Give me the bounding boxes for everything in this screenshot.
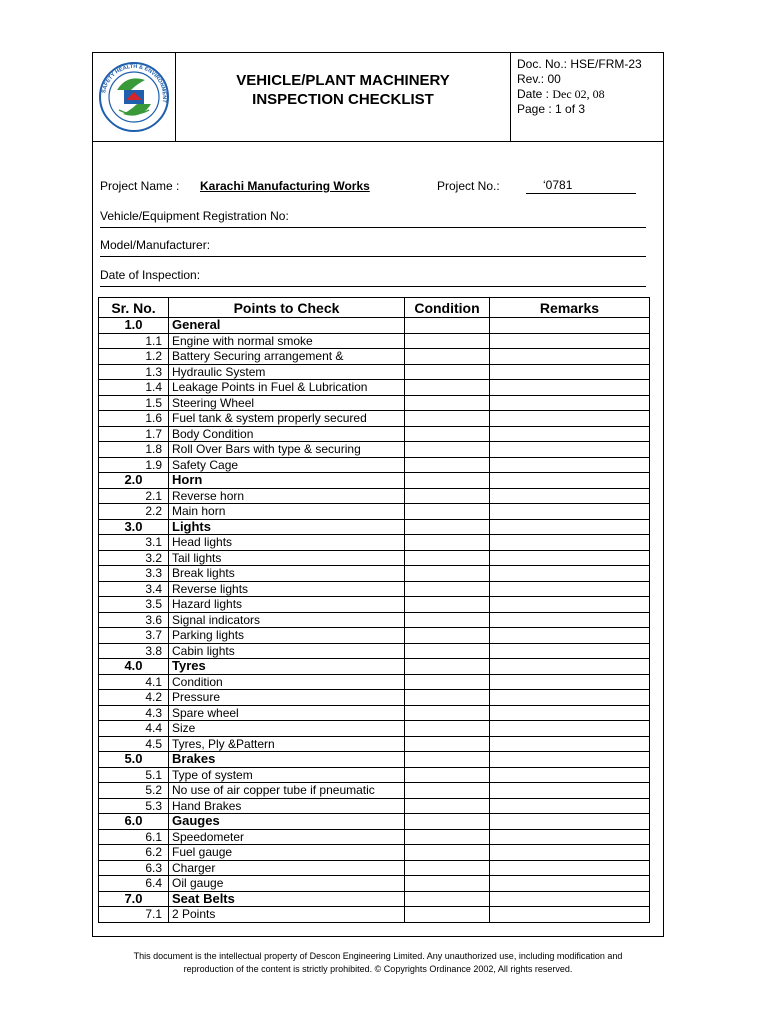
remarks-cell[interactable] — [490, 891, 650, 907]
header-condition: Condition — [405, 298, 490, 318]
point-cell: Brakes — [169, 752, 405, 768]
sr-no-cell: 3.0 — [99, 519, 169, 535]
point-cell: Seat Belts — [169, 891, 405, 907]
remarks-cell[interactable] — [490, 907, 650, 923]
section-row — [99, 814, 650, 830]
sr-no-cell: 6.4 — [99, 876, 169, 892]
sr-no-cell: 5.3 — [99, 798, 169, 814]
condition-cell[interactable] — [405, 364, 490, 380]
point-cell: Signal indicators — [169, 612, 405, 628]
table-row — [99, 395, 650, 411]
remarks-cell[interactable] — [490, 411, 650, 427]
point-cell: Size — [169, 721, 405, 737]
sr-no-cell: 4.0 — [99, 659, 169, 675]
table-row — [99, 690, 650, 706]
condition-cell[interactable] — [405, 333, 490, 349]
table-row — [99, 349, 650, 365]
table-row — [99, 457, 650, 473]
point-cell: Steering Wheel — [169, 395, 405, 411]
condition-cell[interactable] — [405, 674, 490, 690]
checklist-table — [98, 297, 650, 923]
sr-no-cell: 3.4 — [99, 581, 169, 597]
point-cell: Reverse horn — [169, 488, 405, 504]
remarks-cell[interactable] — [490, 829, 650, 845]
remarks-cell[interactable] — [490, 380, 650, 396]
table-row — [99, 876, 650, 892]
remarks-cell[interactable] — [490, 845, 650, 861]
doc-date — [517, 87, 663, 102]
title-line-1: VEHICLE/PLANT MACHINERY — [236, 72, 450, 89]
table-row — [99, 736, 650, 752]
sr-no-cell: 5.1 — [99, 767, 169, 783]
condition-cell[interactable] — [405, 783, 490, 799]
remarks-cell[interactable] — [490, 333, 650, 349]
condition-cell[interactable] — [405, 721, 490, 737]
condition-cell[interactable] — [405, 395, 490, 411]
sr-no-cell: 4.1 — [99, 674, 169, 690]
point-cell: Head lights — [169, 535, 405, 551]
table-row — [99, 442, 650, 458]
point-cell: Hand Brakes — [169, 798, 405, 814]
sr-no-cell: 3.2 — [99, 550, 169, 566]
sr-no-cell: 5.0 — [99, 752, 169, 768]
point-cell: Lights — [169, 519, 405, 535]
point-cell: No use of air copper tube if pneumatic — [169, 783, 405, 799]
remarks-cell[interactable] — [490, 736, 650, 752]
remarks-cell[interactable] — [490, 628, 650, 644]
remarks-cell[interactable] — [490, 721, 650, 737]
remarks-cell[interactable] — [490, 473, 650, 489]
sr-no-cell: 3.7 — [99, 628, 169, 644]
inspection-date-field[interactable] — [100, 286, 646, 287]
copyright-footer — [92, 950, 664, 976]
sr-no-cell: 7.0 — [99, 891, 169, 907]
point-cell: Hydraulic System — [169, 364, 405, 380]
point-cell: Speedometer — [169, 829, 405, 845]
point-cell: Hazard lights — [169, 597, 405, 613]
table-row — [99, 674, 650, 690]
remarks-cell[interactable] — [490, 876, 650, 892]
point-cell: Gauges — [169, 814, 405, 830]
document-header — [92, 52, 664, 142]
hse-logo-icon — [97, 60, 171, 134]
condition-cell[interactable] — [405, 612, 490, 628]
point-cell: Battery Securing arrangement & — [169, 349, 405, 365]
header-sr-no: Sr. No. — [99, 298, 169, 318]
condition-cell[interactable] — [405, 550, 490, 566]
condition-cell[interactable] — [405, 798, 490, 814]
condition-cell[interactable] — [405, 442, 490, 458]
section-row — [99, 891, 650, 907]
remarks-cell[interactable] — [490, 674, 650, 690]
condition-cell[interactable] — [405, 473, 490, 489]
condition-cell[interactable] — [405, 411, 490, 427]
table-body — [99, 318, 650, 923]
condition-cell[interactable] — [405, 504, 490, 520]
doc-number: Doc. No.: HSE/FRM-23 — [517, 57, 642, 71]
sr-no-cell: 1.7 — [99, 426, 169, 442]
model-label: Model/Manufacturer: — [100, 238, 211, 252]
sr-no-cell: 3.1 — [99, 535, 169, 551]
table-row — [99, 705, 650, 721]
condition-cell[interactable] — [405, 643, 490, 659]
point-cell: Tyres, Ply &Pattern — [169, 736, 405, 752]
table-row — [99, 364, 650, 380]
sr-no-cell: 2.0 — [99, 473, 169, 489]
logo-ring-text: SAFETY HEALTH & ENVIRONMENT — [101, 63, 168, 104]
footer-line-2: reproduction of the content is strictly prohibited. © Copyrights Ordinance 2002, All rights reserved. — [183, 964, 573, 974]
condition-cell[interactable] — [405, 767, 490, 783]
table-row — [99, 829, 650, 845]
point-cell: Break lights — [169, 566, 405, 582]
point-cell: Reverse lights — [169, 581, 405, 597]
sr-no-cell: 1.4 — [99, 380, 169, 396]
condition-cell[interactable] — [405, 318, 490, 334]
table-row — [99, 550, 650, 566]
remarks-cell[interactable] — [490, 442, 650, 458]
table-row — [99, 597, 650, 613]
remarks-cell[interactable] — [490, 705, 650, 721]
form-title — [176, 53, 511, 141]
condition-cell[interactable] — [405, 814, 490, 830]
point-cell: Fuel gauge — [169, 845, 405, 861]
remarks-cell[interactable] — [490, 488, 650, 504]
header-remarks: Remarks — [490, 298, 650, 318]
table-row — [99, 860, 650, 876]
sr-no-cell: 3.3 — [99, 566, 169, 582]
condition-cell[interactable] — [405, 705, 490, 721]
project-no-label: Project No.: — [437, 179, 500, 193]
sr-no-cell: 1.1 — [99, 333, 169, 349]
remarks-cell[interactable] — [490, 690, 650, 706]
point-cell: Safety Cage — [169, 457, 405, 473]
sr-no-cell: 2.2 — [99, 504, 169, 520]
condition-cell[interactable] — [405, 581, 490, 597]
table-row — [99, 767, 650, 783]
remarks-cell[interactable] — [490, 783, 650, 799]
table-row — [99, 333, 650, 349]
point-cell: Tail lights — [169, 550, 405, 566]
project-name-label: Project Name : — [100, 179, 180, 193]
point-cell: Tyres — [169, 659, 405, 675]
project-no-underline — [526, 193, 636, 194]
condition-cell[interactable] — [405, 736, 490, 752]
remarks-cell[interactable] — [490, 798, 650, 814]
sr-no-cell: 1.6 — [99, 411, 169, 427]
sr-no-cell: 4.3 — [99, 705, 169, 721]
remarks-cell[interactable] — [490, 597, 650, 613]
remarks-cell[interactable] — [490, 364, 650, 380]
table-row — [99, 535, 650, 551]
point-cell: Fuel tank & system properly secured — [169, 411, 405, 427]
condition-cell[interactable] — [405, 628, 490, 644]
condition-cell[interactable] — [405, 349, 490, 365]
condition-cell[interactable] — [405, 876, 490, 892]
table-row — [99, 426, 650, 442]
remarks-cell[interactable] — [490, 349, 650, 365]
remarks-cell[interactable] — [490, 566, 650, 582]
point-cell: Condition — [169, 674, 405, 690]
table-row — [99, 380, 650, 396]
page-number: Page : 1 of 3 — [517, 102, 586, 116]
remarks-cell[interactable] — [490, 659, 650, 675]
table-row — [99, 488, 650, 504]
condition-cell[interactable] — [405, 829, 490, 845]
table-row — [99, 566, 650, 582]
model-field[interactable] — [100, 256, 646, 257]
condition-cell[interactable] — [405, 659, 490, 675]
condition-cell[interactable] — [405, 426, 490, 442]
table-row — [99, 628, 650, 644]
point-cell: Engine with normal smoke — [169, 333, 405, 349]
company-logo-cell — [93, 53, 176, 141]
remarks-cell[interactable] — [490, 457, 650, 473]
registration-field[interactable] — [100, 227, 646, 228]
sr-no-cell: 6.1 — [99, 829, 169, 845]
point-cell: Main horn — [169, 504, 405, 520]
project-name-value[interactable]: Karachi Manufacturing Works — [200, 179, 370, 193]
sr-no-cell: 4.5 — [99, 736, 169, 752]
remarks-cell[interactable] — [490, 318, 650, 334]
remarks-cell[interactable] — [490, 767, 650, 783]
sr-no-cell: 3.8 — [99, 643, 169, 659]
sr-no-cell: 1.8 — [99, 442, 169, 458]
remarks-cell[interactable] — [490, 643, 650, 659]
condition-cell[interactable] — [405, 907, 490, 923]
project-no-value[interactable]: ‘0781 — [543, 178, 573, 192]
revision: Rev.: 00 — [517, 72, 561, 86]
sr-no-cell: 6.0 — [99, 814, 169, 830]
table-row — [99, 643, 650, 659]
table-row — [99, 783, 650, 799]
section-row — [99, 318, 650, 334]
table-header-row — [99, 298, 650, 318]
point-cell: General — [169, 318, 405, 334]
remarks-cell[interactable] — [490, 504, 650, 520]
sr-no-cell: 4.2 — [99, 690, 169, 706]
condition-cell[interactable] — [405, 535, 490, 551]
condition-cell[interactable] — [405, 519, 490, 535]
sr-no-cell: 5.2 — [99, 783, 169, 799]
condition-cell[interactable] — [405, 566, 490, 582]
sr-no-cell: 1.9 — [99, 457, 169, 473]
table-row — [99, 798, 650, 814]
table-row — [99, 845, 650, 861]
remarks-cell[interactable] — [490, 814, 650, 830]
condition-cell[interactable] — [405, 690, 490, 706]
point-cell: Type of system — [169, 767, 405, 783]
remarks-cell[interactable] — [490, 426, 650, 442]
point-cell: Cabin lights — [169, 643, 405, 659]
title-line-2: INSPECTION CHECKLIST — [252, 91, 434, 108]
footer-line-1: This document is the intellectual property of Descon Engineering Limited. Any unauthorized use, including modification and — [133, 951, 623, 961]
point-cell: 2 Points — [169, 907, 405, 923]
point-cell: Roll Over Bars with type & securing — [169, 442, 405, 458]
remarks-cell[interactable] — [490, 550, 650, 566]
point-cell: Pressure — [169, 690, 405, 706]
sr-no-cell: 3.5 — [99, 597, 169, 613]
document-info — [511, 53, 663, 141]
table-row — [99, 721, 650, 737]
point-cell: Parking lights — [169, 628, 405, 644]
sr-no-cell: 6.2 — [99, 845, 169, 861]
sr-no-cell: 4.4 — [99, 721, 169, 737]
condition-cell[interactable] — [405, 488, 490, 504]
point-cell: Body Condition — [169, 426, 405, 442]
point-cell: Leakage Points in Fuel & Lubrication — [169, 380, 405, 396]
remarks-cell[interactable] — [490, 581, 650, 597]
remarks-cell[interactable] — [490, 752, 650, 768]
sr-no-cell: 6.3 — [99, 860, 169, 876]
condition-cell[interactable] — [405, 752, 490, 768]
point-cell: Horn — [169, 473, 405, 489]
sr-no-cell: 1.2 — [99, 349, 169, 365]
section-row — [99, 659, 650, 675]
condition-cell[interactable] — [405, 597, 490, 613]
condition-cell[interactable] — [405, 845, 490, 861]
remarks-cell[interactable] — [490, 535, 650, 551]
sr-no-cell: 2.1 — [99, 488, 169, 504]
sr-no-cell: 3.6 — [99, 612, 169, 628]
point-cell: Charger — [169, 860, 405, 876]
table-row — [99, 581, 650, 597]
point-cell: Spare wheel — [169, 705, 405, 721]
condition-cell[interactable] — [405, 457, 490, 473]
sr-no-cell: 7.1 — [99, 907, 169, 923]
point-cell: Oil gauge — [169, 876, 405, 892]
doc-date-label: Date : — [517, 87, 553, 101]
condition-cell[interactable] — [405, 891, 490, 907]
table-row — [99, 907, 650, 923]
table-row — [99, 411, 650, 427]
condition-cell[interactable] — [405, 860, 490, 876]
table-row — [99, 504, 650, 520]
sr-no-cell: 1.5 — [99, 395, 169, 411]
section-row — [99, 473, 650, 489]
doc-date-value: Dec 02, 08 — [552, 87, 605, 101]
registration-label: Vehicle/Equipment Registration No: — [100, 209, 289, 223]
section-row — [99, 519, 650, 535]
sr-no-cell: 1.3 — [99, 364, 169, 380]
remarks-cell[interactable] — [490, 519, 650, 535]
sr-no-cell: 1.0 — [99, 318, 169, 334]
header-points: Points to Check — [169, 298, 405, 318]
section-row — [99, 752, 650, 768]
condition-cell[interactable] — [405, 380, 490, 396]
inspection-date-label: Date of Inspection: — [100, 268, 201, 282]
remarks-cell[interactable] — [490, 612, 650, 628]
remarks-cell[interactable] — [490, 395, 650, 411]
remarks-cell[interactable] — [490, 860, 650, 876]
table-row — [99, 612, 650, 628]
